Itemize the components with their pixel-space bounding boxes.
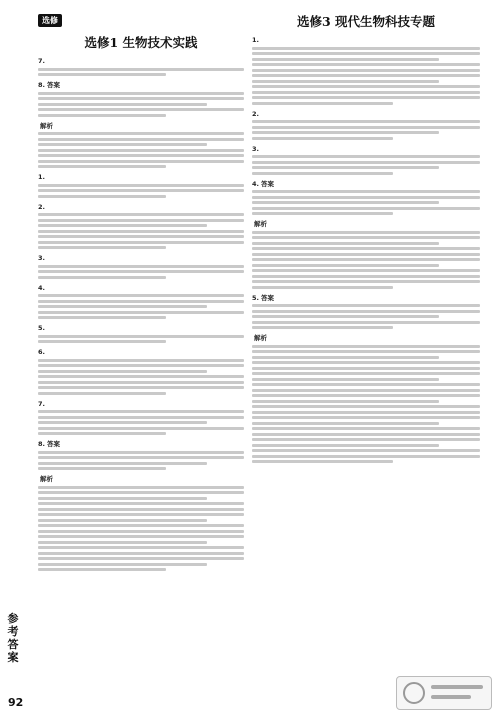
text-line [38,364,244,367]
answer-label: 解析 [254,334,267,342]
answer-text-lines [38,68,244,77]
text-line [38,552,244,555]
answer-label: 答案 [47,440,60,448]
text-line [38,165,166,168]
text-line [38,68,244,71]
text-line [252,411,480,414]
answer-item [252,294,480,330]
answer-item-head [252,294,480,302]
answer-text-lines [38,486,244,572]
question-number: 1. [38,173,45,181]
watermark-glyph-icon [403,682,425,704]
text-line [252,378,439,381]
text-line [38,335,244,338]
answer-item-head [38,284,244,292]
watermark-logo [396,676,492,710]
text-line [252,85,480,88]
question-number: 7. [38,57,45,65]
text-line [252,416,480,419]
text-line [38,563,207,566]
text-line [38,213,244,216]
answer-item [38,122,244,169]
text-line [252,438,480,441]
text-line [252,126,480,129]
text-line [38,375,244,378]
text-line [252,96,480,99]
text-line [252,455,480,458]
text-line [38,370,207,373]
text-line [252,372,480,375]
text-line [252,383,480,386]
answer-item [38,284,244,320]
text-line [38,568,166,571]
text-line [38,491,244,494]
question-number: 8. [38,440,45,448]
text-line [252,137,393,140]
answer-text-lines [38,410,244,435]
text-line [38,73,166,76]
text-line [38,219,244,222]
text-line [38,270,244,273]
text-line [38,416,244,419]
text-line [38,246,166,249]
answer-item-head [252,145,480,153]
answer-text-lines [252,345,480,464]
text-line [38,541,207,544]
text-line [38,300,244,303]
text-line [252,212,393,215]
text-line [38,189,244,192]
answer-item-head [38,400,244,408]
text-line [252,161,480,164]
text-line [38,427,244,430]
text-line [252,275,480,278]
answer-text-lines [38,335,244,344]
answer-text-lines [252,231,480,289]
answer-item [38,475,244,571]
text-line [38,451,244,454]
answer-item-head [38,57,244,65]
text-line [38,224,207,227]
text-line [252,196,480,199]
text-line [252,207,480,210]
text-line [252,190,480,193]
text-line [252,236,480,239]
text-line [252,242,439,245]
answer-item [38,173,244,198]
answer-label: 答案 [261,179,274,188]
text-line [252,350,480,353]
text-line [38,519,207,522]
answer-text-lines [38,92,244,117]
text-line [38,108,244,111]
question-number: 6. [38,348,45,356]
text-line [38,386,244,389]
text-line [38,316,166,319]
question-number: 3. [252,144,259,153]
answer-item-head [38,122,244,130]
question-number: 5. [38,324,45,332]
answer-text-lines [252,155,480,175]
text-line [38,241,244,244]
text-line [38,138,244,141]
answer-text-lines [252,47,480,105]
text-line [252,69,480,72]
text-line [252,63,480,66]
answer-label: 解析 [254,220,267,228]
text-line [252,345,480,348]
question-number: 2. [38,202,45,211]
text-line [252,422,439,425]
answer-item [38,348,244,395]
answer-item-head [38,348,244,356]
answer-text-lines [38,451,244,471]
answer-item [252,180,480,216]
text-line [38,535,244,538]
text-line [38,530,244,533]
answer-item [38,254,244,279]
text-line [252,304,480,307]
answer-text-lines [38,132,244,168]
text-line [252,321,480,324]
question-number: 7. [38,399,45,408]
answer-label: 解析 [40,475,53,483]
answer-item [38,81,244,117]
text-line [38,359,244,362]
question-number: 4. [38,283,45,292]
answer-text-lines [38,213,244,249]
text-line [38,410,244,413]
text-line [252,120,480,123]
answer-text-lines [252,120,480,140]
text-line [38,508,244,511]
watermark-bar [431,685,483,689]
answer-item-head [252,36,480,44]
text-line [38,311,244,314]
answer-item [38,203,244,250]
text-line [38,97,244,100]
right-column [252,8,480,468]
answer-item-head [38,440,244,448]
answer-item-head [38,254,244,262]
text-line [252,460,393,463]
answer-text-lines [38,294,244,319]
text-line [38,195,166,198]
text-line [252,400,439,403]
text-line [252,315,439,318]
answer-item [38,57,244,76]
section-title: 选修1 生物技术实践 [84,35,198,50]
text-line [252,286,393,289]
question-number: 2. [252,109,259,118]
text-line [38,114,166,117]
text-line [252,58,439,61]
text-line [38,513,244,516]
text-line [252,201,439,204]
text-line [38,432,166,435]
text-line [252,361,480,364]
text-line [252,80,439,83]
text-line [38,524,244,527]
text-line [38,467,166,470]
text-line [38,276,166,279]
text-line [38,230,244,233]
answer-item [252,145,480,175]
text-line [252,394,480,397]
answer-item-head [38,203,244,211]
answer-item [38,440,244,470]
text-line [252,47,480,50]
answer-text-lines [38,265,244,279]
text-line [252,433,480,436]
text-line [38,486,244,489]
section-title: 选修3 现代生物科技专题 [296,14,436,29]
answer-text-lines [252,304,480,329]
text-line [252,102,393,105]
text-line [38,546,244,549]
text-line [38,92,244,95]
text-line [252,389,480,392]
text-line [252,74,480,77]
text-line [252,131,439,134]
text-line [38,340,166,343]
text-line [38,149,244,152]
text-line [252,280,480,283]
answer-text-lines [252,190,480,215]
text-line [252,91,480,94]
text-line [252,264,439,267]
text-line [38,381,244,384]
text-line [252,155,480,158]
section-tag: 选修 [38,14,62,27]
watermark-bar [431,695,471,699]
answer-item-head [252,110,480,118]
text-line [38,462,207,465]
text-line [252,427,480,430]
text-line [252,310,480,313]
answer-item [252,110,480,140]
text-line [252,356,439,359]
question-number: 8. [38,81,45,89]
text-line [38,103,207,106]
text-line [252,258,480,261]
text-line [38,154,244,157]
text-line [252,231,480,234]
text-line [38,143,207,146]
text-line [252,253,480,256]
page-number: 92 [8,696,24,709]
answer-item [38,324,244,343]
answer-item [252,334,480,463]
text-line [252,269,480,272]
text-line [252,367,480,370]
answer-text-lines [38,184,244,198]
text-line [38,160,244,163]
question-number: 1. [252,36,259,44]
text-line [252,449,480,452]
text-line [38,132,244,135]
answer-item [38,400,244,436]
text-line [38,184,244,187]
answer-item [252,220,480,289]
answer-text-lines [38,359,244,395]
text-line [38,456,244,459]
text-line [38,294,244,297]
text-line [252,52,480,55]
answer-label: 解析 [40,121,53,130]
text-line [38,497,207,500]
text-line [252,172,393,175]
answer-item [252,36,480,105]
answer-item-head [252,220,480,228]
text-line [38,557,244,560]
text-line [252,444,439,447]
answer-item-head [252,180,480,188]
text-line [38,235,244,238]
question-number: 4. [252,179,259,188]
text-line [252,405,480,408]
left-column [38,8,244,576]
question-number: 5. [252,293,259,302]
text-line [38,502,244,505]
answer-item-head [252,334,480,342]
question-number: 3. [38,254,45,262]
text-line [38,421,207,424]
text-line [38,305,207,308]
answer-label: 答案 [261,293,274,302]
answer-item-head [38,324,244,332]
text-line [38,265,244,268]
answer-label: 答案 [47,81,60,89]
answer-item-head [38,475,244,483]
text-line [252,247,480,250]
text-line [252,326,393,329]
text-line [252,166,439,169]
text-line [38,392,166,395]
answer-item-head [38,81,244,89]
answer-item-head [38,173,244,181]
sidebar-label: 参考答案 [7,612,19,664]
